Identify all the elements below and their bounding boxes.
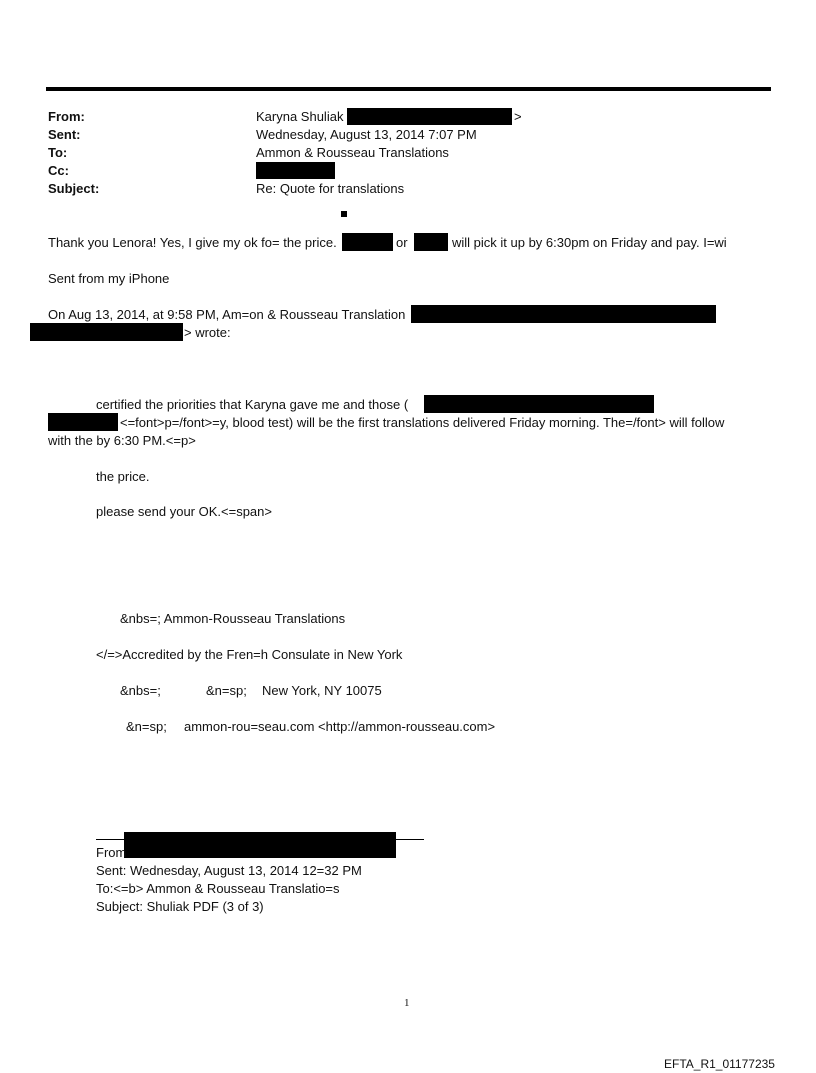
redaction-para-2 [48,413,118,431]
signature-line-4-b[interactable]: ammon-rou=seau.com <http://ammon-rousseau.com> [184,719,496,734]
redaction-name-2 [414,233,448,251]
signature-line-3-c: New York, NY 10075 [262,683,382,698]
redaction-from-email [347,108,512,125]
forward-from: From [96,845,127,860]
subject-value: Re: Quote for translations [256,181,405,196]
from-name: Karyna Shuliak [256,109,344,124]
signature-line-3-b: &n=sp; [206,683,247,698]
sent-from-iphone: Sent from my iPhone [48,271,170,286]
signature-line-1: &nbs=; Ammon-Rousseau Translations [120,611,346,626]
para1-c: with the by 6:30 PM.<=p> [48,433,196,448]
redaction-para-1 [424,395,654,413]
forward-to: To:<=b> Ammon & Rousseau Translatio=s [96,881,340,896]
sent-value: Wednesday, August 13, 2014 7:07 PM [256,127,477,142]
page-number: 1 [404,997,410,1009]
quote-wrote: > wrote: [184,325,231,340]
redaction-quote-email-2 [30,323,183,341]
cc-label: Cc: [48,163,69,178]
bullet-mark [341,211,347,217]
sent-label: Sent: [48,127,81,142]
quote-intro: On Aug 13, 2014, at 9:58 PM, Am=on & Rousseau Translation [48,307,406,322]
header-rule [46,87,771,91]
body-line1-a: Thank you Lenora! Yes, I give my ok fo= the price. [48,235,337,250]
forward-sent: Sent: Wednesday, August 13, 2014 12=32 PM [96,863,362,878]
document-id: EFTA_R1_01177235 [664,1057,775,1071]
redaction-cc [256,162,335,179]
para1-a: certified the priorities that Karyna gave me and those ( [96,397,409,412]
to-value: Ammon & Rousseau Translations [256,145,449,160]
signature-line-2: </=>Accredited by the Fren=h Consulate in New York [96,647,403,662]
redaction-forward-from [124,832,396,858]
from-label: From: [48,109,85,124]
signature-line-4-a: &n=sp; [126,719,167,734]
body-line1-c: will pick it up by 6:30pm on Friday and pay. I=wi [452,235,727,250]
to-label: To: [48,145,68,160]
body-line1-b: or [396,235,408,250]
redaction-quote-email-1 [411,305,716,323]
price-line: the price. [96,469,150,484]
redaction-name-1 [342,233,393,251]
signature-line-3-a: &nbs=; [120,683,161,698]
subject-label: Subject: [48,181,100,196]
from-suffix: > [514,109,522,124]
forward-subject: Subject: Shuliak PDF (3 of 3) [96,899,264,914]
ok-line: please send your OK.<=span> [96,504,272,519]
para1-b: <=font>p=/font>=y, blood test) will be the first translations delivered Friday morning. The=/font> will follow [120,415,725,430]
